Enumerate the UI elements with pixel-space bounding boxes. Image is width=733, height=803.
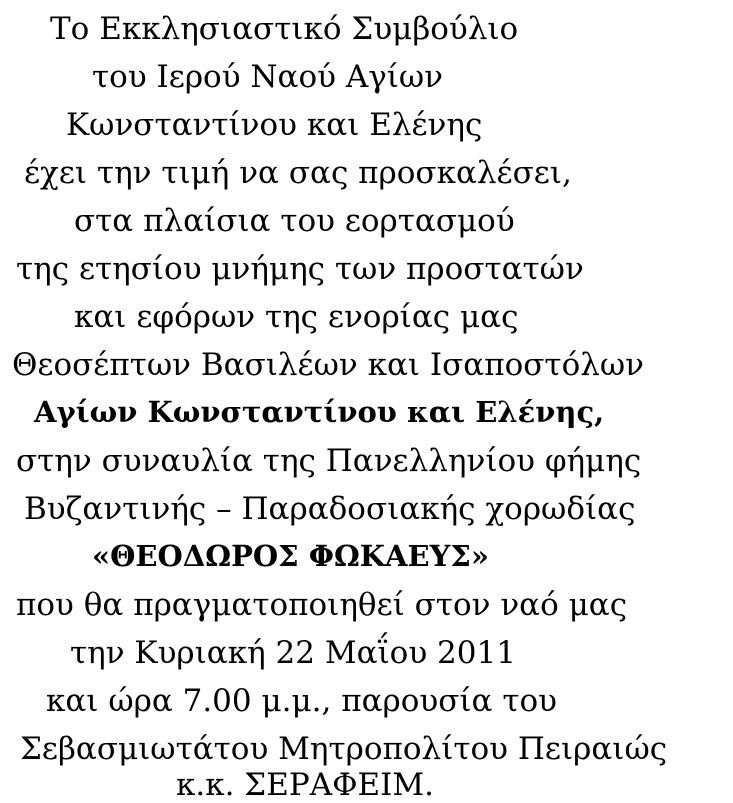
invitation-line-time: και ώρα 7.00 μ.μ., παρουσία του xyxy=(46,683,558,719)
invitation-line-parish: και εφόρων της ενορίας μας xyxy=(74,299,519,335)
invitation-line-metropolitan: Σεβασμιωτάτου Μητροπολίτου Πειραιώς xyxy=(20,731,668,767)
invitation-line-honor: έχει την τιμή να σας προσκαλέσει, xyxy=(24,155,572,191)
invitation-line-kings: Θεοσέπτων Βασιλέων και Ισαποστόλων xyxy=(12,347,645,383)
invitation-line-date: την Κυριακή 22 Μαΐου 2011 xyxy=(70,635,516,671)
invitation-line-concert: στην συναυλία της Πανελληνίου φήμης xyxy=(16,443,642,479)
invitation-line-saints-bold: Αγίων Κωνσταντίνου και Ελένης, xyxy=(34,395,605,429)
invitation-line-church: του Ιερού Ναού Αγίων xyxy=(92,59,444,95)
invitation-line-venue: που θα πραγματοποιηθεί στον ναό μας xyxy=(16,587,628,623)
invitation-line-council: Το Εκκλησιαστικό Συμβούλιο xyxy=(50,11,519,47)
invitation-line-choir: Βυζαντινής – Παραδοσιακής χορωδίας xyxy=(24,491,636,527)
invitation-line-celebration: στα πλαίσια του εορτασμού xyxy=(74,203,515,239)
invitation-line-saints: Κωνσταντίνου και Ελένης xyxy=(66,107,483,143)
invitation-line-memory: της ετησίου μνήμης των προστατών xyxy=(16,251,584,287)
invitation-line-seraphim: κ.κ. ΣΕΡΑΦΕΙΜ. xyxy=(176,767,434,803)
invitation-line-choir-name: «ΘΕΟΔΩΡΟΣ ΦΩΚΑΕΥΣ» xyxy=(92,539,489,573)
